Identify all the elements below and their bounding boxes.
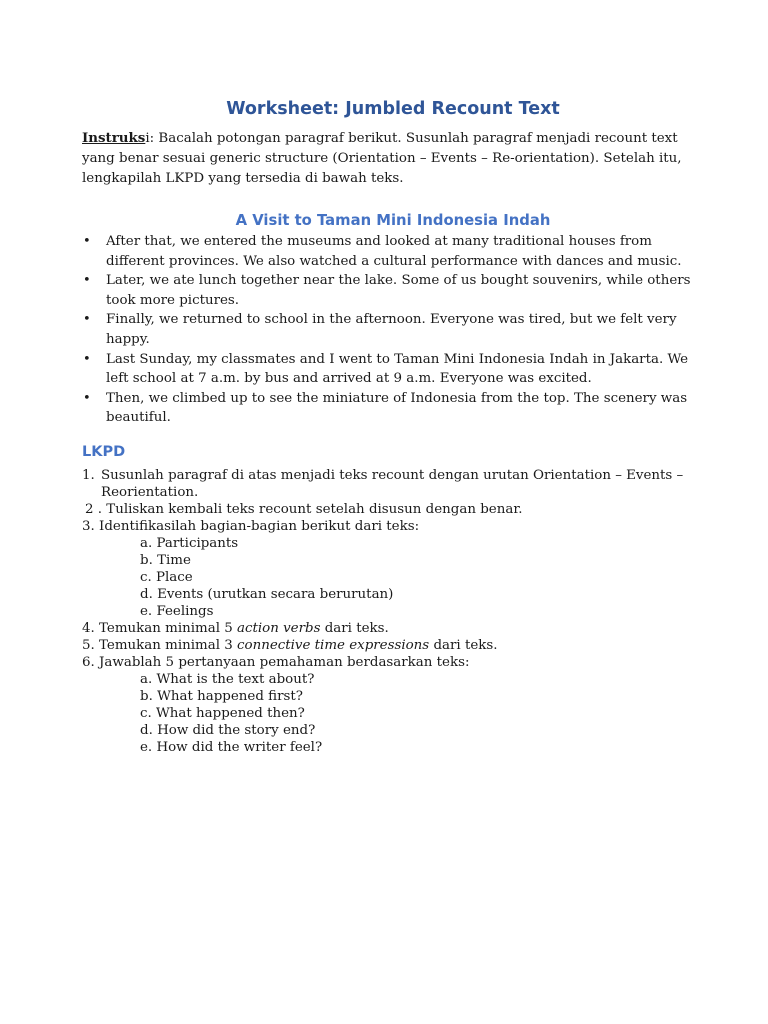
worksheet-title: Worksheet: Jumbled Recount Text	[226, 99, 560, 119]
bullet-icon: •	[83, 351, 91, 367]
bullet-icon: •	[83, 390, 91, 406]
bullet-icon: •	[83, 312, 91, 328]
story-paragraph	[82, 389, 704, 428]
story-paragraph	[82, 271, 704, 310]
task-text: dari teks.	[429, 637, 498, 653]
lkpd-task-1	[82, 467, 704, 501]
task-text: Susunlah paragraf di atas menjadi teks recount dengan urutan Orientation – Events – Reorientation.	[101, 467, 684, 500]
lkpd-task-4	[82, 620, 704, 637]
task-text: dari teks.	[320, 620, 389, 636]
story-title: A Visit to Taman Mini Indonesia Indah	[235, 212, 551, 229]
instructions	[82, 128, 704, 189]
lkpd-heading: LKPD	[82, 443, 126, 460]
bullet-icon: •	[83, 273, 91, 289]
task-emphasis: action verbs	[237, 620, 321, 636]
task-3-item: b. Time	[140, 552, 191, 568]
instructions-label-tail: i	[145, 131, 150, 146]
lkpd-task-6: 6. Jawablah 5 pertanyaan pemahaman berdasarkan teks:	[82, 654, 470, 670]
task-text: 5. Temukan minimal 3	[82, 637, 238, 653]
lkpd-task-3: 3. Identifikasilah bagian-bagian berikut dari teks:	[82, 518, 420, 534]
story-paragraph-text: After that, we entered the museums and looked at many traditional houses from different provinces. We also watched a cultural performance with dances and music.	[106, 234, 682, 269]
bullet-icon: •	[83, 234, 91, 249]
story-paragraph	[82, 232, 704, 271]
task-3-item: d. Events (urutkan secara berurutan)	[140, 586, 394, 602]
story-paragraph-text: Then, we climbed up to see the miniature of Indonesia from the top. The scenery was beautiful.	[106, 390, 688, 426]
story-paragraph-list	[82, 232, 704, 428]
task-3-item: a. Participants	[140, 535, 239, 551]
worksheet-page	[82, 96, 704, 756]
task-number: 1.	[82, 467, 95, 483]
story-paragraph	[82, 310, 704, 349]
task-6-item: e. How did the writer feel?	[140, 739, 323, 755]
instructions-text: : Bacalah potongan paragraf berikut. Susunlah paragraf menjadi recount text yang benar sesuai generic structure (Orientation – Events – Re-orientation). Setelah itu, lengkapilah LKPD yang tersedia di bawah teks.	[82, 131, 682, 186]
task-6-item: a. What is the text about?	[140, 671, 315, 687]
task-6-item: d. How did the story end?	[140, 722, 316, 738]
story-paragraph-text: Later, we ate lunch together near the lake. Some of us bought souvenirs, while others took more pictures.	[106, 273, 691, 308]
task-text: 4. Temukan minimal 5	[82, 620, 238, 636]
task-3-item: c. Place	[140, 569, 193, 585]
task-emphasis: connective time expressions	[237, 637, 430, 653]
lkpd-task-2: 2 . Tuliskan kembali teks recount setelah disusun dengan benar.	[85, 501, 523, 517]
story-paragraph-text: Finally, we returned to school in the afternoon. Everyone was tired, but we felt very happy.	[106, 312, 677, 347]
task-6-item: b. What happened first?	[140, 688, 303, 704]
lkpd-task-5	[82, 637, 704, 654]
story-paragraph-text: Last Sunday, my classmates and I went to Taman Mini Indonesia Indah in Jakarta. We left school at 7 a.m. by bus and arrived at 9 a.m. Everyone was excited.	[106, 351, 689, 387]
story-paragraph	[82, 350, 704, 389]
task-3-item: e. Feelings	[140, 603, 214, 619]
instructions-label: Instruks	[82, 130, 146, 146]
task-6-item: c. What happened then?	[140, 705, 305, 721]
